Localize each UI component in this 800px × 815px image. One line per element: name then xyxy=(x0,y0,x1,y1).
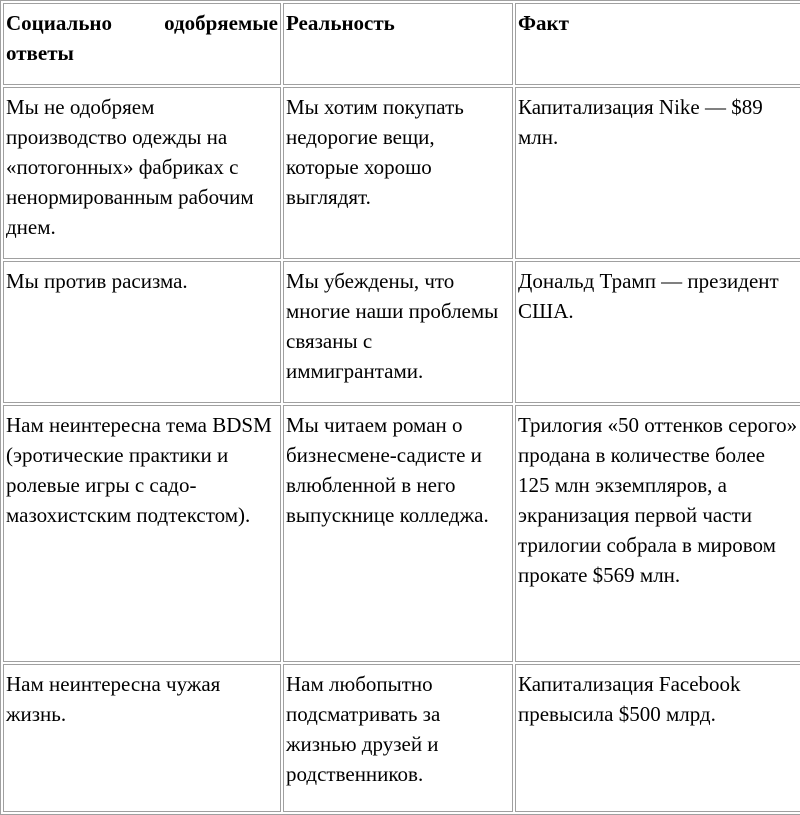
table-cell: Мы убеждены, что многие наши проблемы связаны с иммигрантами. xyxy=(283,261,513,403)
table-cell: Трилогия «50 оттенков серого» продана в количестве более 125 млн экземпляров, а экранизация первой части трилогии собрала в мировом прокате $569 млн. xyxy=(515,405,800,661)
header-cell-fact: Факт xyxy=(515,3,800,85)
table-row xyxy=(3,261,800,403)
table-cell: Нам неинтересна чужая жизнь. xyxy=(3,664,281,812)
table-row xyxy=(3,664,800,812)
table-cell: Капитализация Facebook превысила $500 млрд. xyxy=(515,664,800,812)
table-cell: Мы читаем роман о бизнесмене-садисте и влюбленной в него выпускнице колледжа. xyxy=(283,405,513,661)
table-cell: Нам любопытно подсматривать за жизнью друзей и родственников. xyxy=(283,664,513,812)
table-cell: Мы хотим покупать недорогие вещи, которые хорошо выглядят. xyxy=(283,87,513,259)
table-row xyxy=(3,405,800,661)
table-cell: Капитализация Nike — $89 млн. xyxy=(515,87,800,259)
table-cell: Нам неинтересна тема BDSM (эротические практики и ролевые игры с садо-мазохистским подтекстом). xyxy=(3,405,281,661)
table-cell: Дональд Трамп — президент США. xyxy=(515,261,800,403)
table-row xyxy=(3,87,800,259)
table-cell: Мы против расизма. xyxy=(3,261,281,403)
table-cell: Мы не одобряем производство одежды на «потогонных» фабриках с ненормированным рабочим днем. xyxy=(3,87,281,259)
header-cell-reality: Реальность xyxy=(283,3,513,85)
table-header-row xyxy=(3,3,800,85)
header-cell-approved-answers: Социально одобряемые ответы xyxy=(3,3,281,85)
